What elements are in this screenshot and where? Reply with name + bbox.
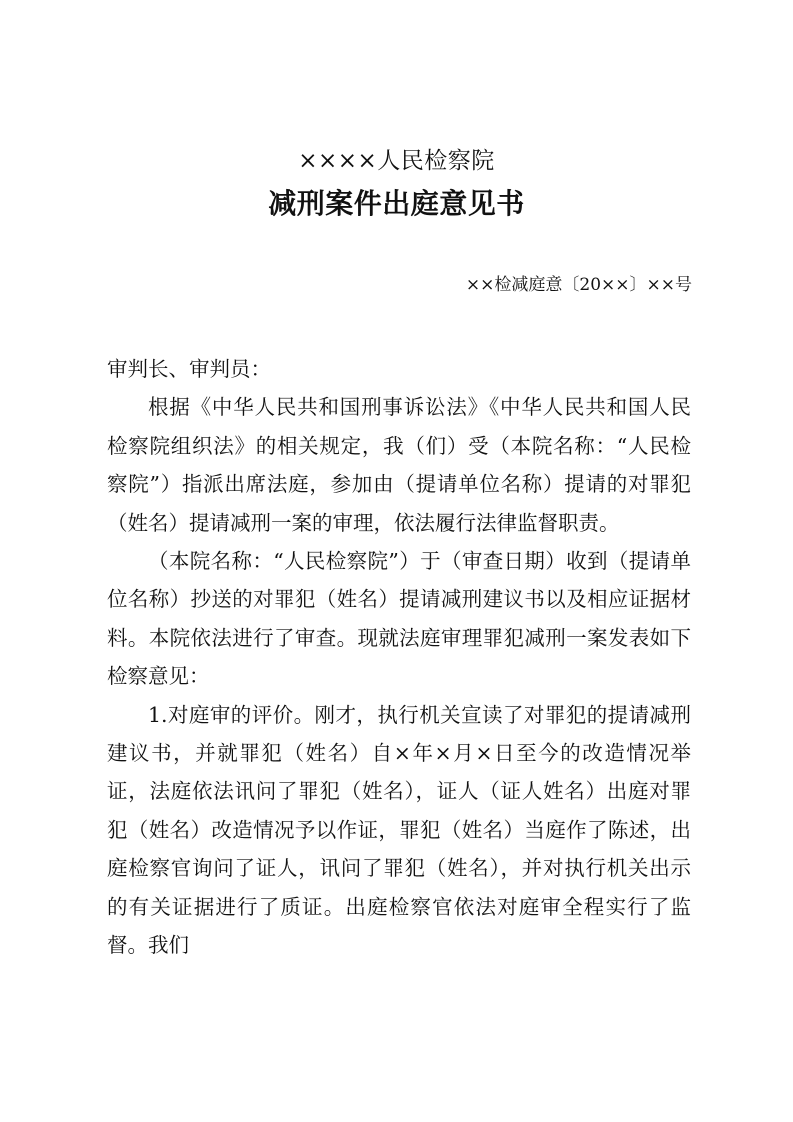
paragraph-trial-evaluation: 1.对庭审的评价。刚才，执行机关宣读了对罪犯的提请减刑建议书，并就罪犯（姓名）自×年×月×日至今的改造情况举证，法庭依法讯问了罪犯（姓名），证人（证人姓名）出庭对罪犯（姓名）改造情况予以作证，罪犯（姓名）当庭作了陈述，出庭检察官询问了证人，讯问了罪犯（姓名），并对执行机关出示的有关证据进行了质证。出庭检察官依法对庭审全程实行了监督。我们 — [107, 702, 691, 958]
paragraph-legal-basis: 根据《中华人民共和国刑事诉讼法》《中华人民共和国人民检察院组织法》的相关规定，我（们）受（本院名称：“人民检察院”）指派出席法庭，参加由（提请单位名称）提请的对罪犯（姓名）提请减刑一案的审理，依法履行法律监督职责。 — [107, 395, 691, 535]
salutation: 审判长、审判员： — [107, 357, 271, 381]
document-body — [107, 350, 691, 965]
document-number: ××检减庭意〔20××〕××号 — [465, 275, 692, 295]
paragraph-review: （本院名称：“人民检察院”）于（审查日期）收到（提请单位名称）抄送的对罪犯（姓名）提请减刑建议书以及相应证据材料。本院依法进行了审查。现就法庭审理罪犯减刑一案发表如下检察意见： — [107, 549, 691, 689]
procuratorate-name: ××××人民检察院 — [298, 148, 495, 174]
document-title: 减刑案件出庭意见书 — [268, 187, 525, 220]
